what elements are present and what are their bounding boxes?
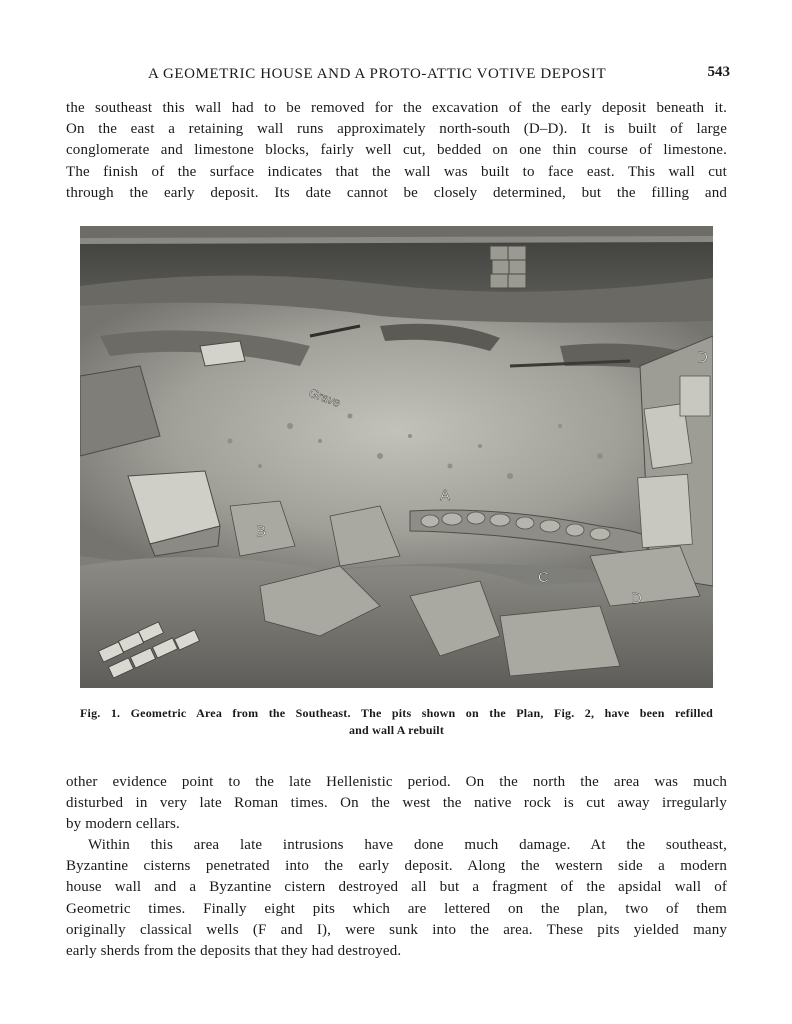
figure-label-b: B [256,523,267,540]
text-line: disturbed in very late Roman times. On the west the native rock is cut away irregularly [66,795,727,812]
text-line: the southeast this wall had to be removed for the excavation of the early deposit beneath it. [66,100,727,116]
caption-line-1: Fig. 1. Geometric Area from the Southeast. The pits shown on the Plan, Fig. 2, have been refilled [80,706,713,720]
running-title: A GEOMETRIC HOUSE AND A PROTO-ATTIC VOTIVE DEPOSIT [148,66,607,82]
text-line: by modern cellars. [66,816,180,833]
text-line: conglomerate and limestone blocks, fairly well cut, bedded on one thin course of limestone. [66,142,727,159]
photograph-drawing [80,226,713,688]
text-line: Within this area late intrusions have done much damage. At the southeast, [88,837,727,853]
text-line: other evidence point to the late Hellenistic period. On the north the area was much [66,774,727,790]
paragraph-3 [66,835,727,962]
text-line: early sherds from the deposits that they had destroyed. [66,943,402,960]
page-number: 543 [707,64,730,80]
text-line: On the east a retaining wall runs approximately north-south (D–D). It is built of large [66,121,727,138]
figure-label-c: C [538,569,549,586]
figure-label-d-lower: D [631,590,642,607]
figure-label-a: A [440,487,451,504]
figure-label-grave: Grave [306,385,343,410]
caption-line-2: and wall A rebuilt [348,723,445,737]
text-line: through the early deposit. Its date cannot be closely determined, but the filling and [66,184,727,201]
paragraph-1 [66,98,727,204]
text-line: originally classical wells (F and I), were sunk into the area. These pits yielded many [66,921,727,938]
figure-caption [80,705,713,739]
excavation-photograph [80,226,713,688]
figure-label-d-upper: D [697,349,708,366]
paragraph-2 [66,772,727,836]
text-line: house wall and a Byzantine cistern destroyed all but a fragment of the apsidal wall of [66,879,727,896]
running-head [66,62,730,86]
text-line: Byzantine cisterns penetrated into the early deposit. Along the western side a modern [66,858,727,875]
text-line: Geometric times. Finally eight pits which are lettered on the plan, two of them [66,900,727,917]
text-line: The finish of the surface indicates that the wall was built to face east. This wall cut [66,163,727,180]
